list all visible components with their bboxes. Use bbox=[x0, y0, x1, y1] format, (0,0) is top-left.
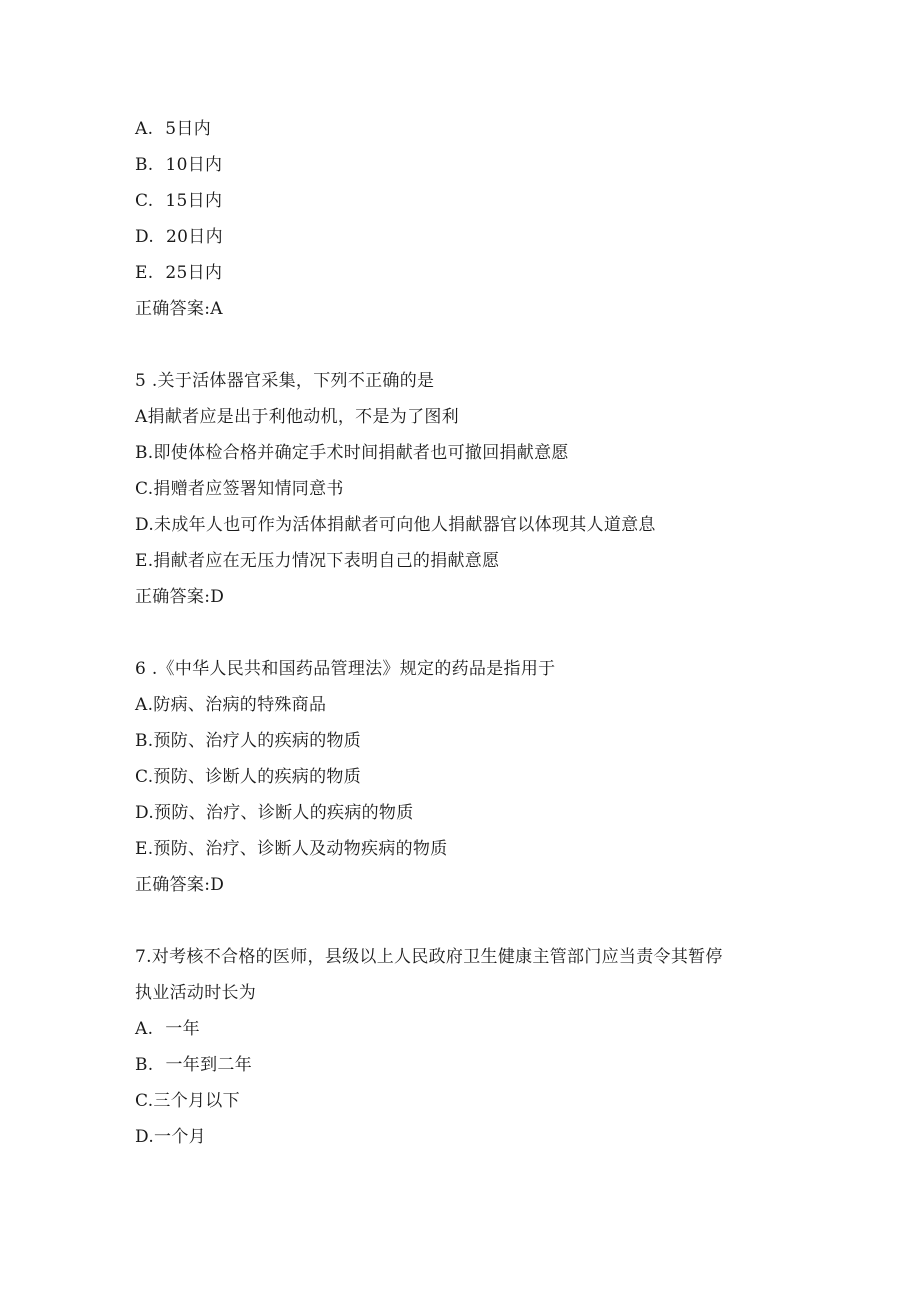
q7-option-a-text: 一年 bbox=[165, 1019, 200, 1039]
q6-option-e: E.预防、治疗、诊断人及动物疾病的物质 bbox=[135, 839, 448, 859]
q7-option-a bbox=[135, 1018, 200, 1040]
q4-option-a-text: 5日内 bbox=[165, 119, 211, 139]
q4-option-d-letter: D. bbox=[135, 227, 155, 247]
q4-option-d bbox=[135, 226, 223, 248]
q6-question: 6 .《中华人民共和国药品管理法》规定的药品是指用于 bbox=[135, 659, 556, 679]
q4-option-a bbox=[135, 118, 211, 140]
q7-question-line1: 7.对考核不合格的医师，县级以上人民政府卫生健康主管部门应当责令其暂停 bbox=[135, 947, 723, 967]
q7-option-a-letter: A. bbox=[135, 1019, 154, 1039]
q7-option-b-letter: B. bbox=[135, 1055, 154, 1075]
q4-option-c-letter: C. bbox=[135, 191, 154, 211]
q5-option-a: A捐献者应是出于利他动机，不是为了图利 bbox=[135, 407, 459, 427]
q4-option-b-text: 10日内 bbox=[165, 155, 223, 175]
q5-option-c: C.捐赠者应签署知情同意书 bbox=[135, 479, 344, 499]
q5-question: 5 .关于活体器官采集，下列不正确的是 bbox=[135, 371, 435, 391]
q6-option-b: B.预防、治疗人的疾病的物质 bbox=[135, 731, 362, 751]
q4-option-e bbox=[135, 262, 222, 284]
q4-option-e-letter: E. bbox=[135, 263, 154, 283]
q4-option-e-text: 25日内 bbox=[165, 263, 223, 283]
q4-option-c bbox=[135, 190, 222, 212]
q4-option-d-text: 20日内 bbox=[166, 227, 223, 247]
q7-option-b-text: 一年到二年 bbox=[165, 1055, 252, 1075]
q7-question-line2: 执业活动时长为 bbox=[135, 983, 257, 1003]
q4-option-c-text: 15日内 bbox=[165, 191, 223, 211]
q4-option-a-letter: A. bbox=[135, 119, 154, 139]
q7-option-c: C.三个月以下 bbox=[135, 1091, 240, 1111]
q7-option-d: D.一个月 bbox=[135, 1127, 206, 1147]
q7-option-b bbox=[135, 1054, 252, 1076]
q6-option-a: A.防病、治病的特殊商品 bbox=[135, 695, 327, 715]
q4-answer: 正确答案:A bbox=[135, 299, 223, 319]
q5-option-e: E.捐献者应在无压力情况下表明自己的捐献意愿 bbox=[135, 551, 500, 571]
q4-option-b-letter: B. bbox=[135, 155, 154, 175]
q5-option-d: D.未成年人也可作为活体捐献者可向他人捐献器官以体现其人道意息 bbox=[135, 515, 656, 535]
q5-option-b: B.即使体检合格并确定手术时间捐献者也可撤回捐献意愿 bbox=[135, 443, 569, 463]
q6-option-c: C.预防、诊断人的疾病的物质 bbox=[135, 767, 362, 787]
q5-answer: 正确答案:D bbox=[135, 587, 225, 607]
q6-answer: 正确答案:D bbox=[135, 875, 225, 895]
q6-option-d: D.预防、治疗、诊断人的疾病的物质 bbox=[135, 803, 414, 823]
q4-option-b bbox=[135, 154, 222, 176]
